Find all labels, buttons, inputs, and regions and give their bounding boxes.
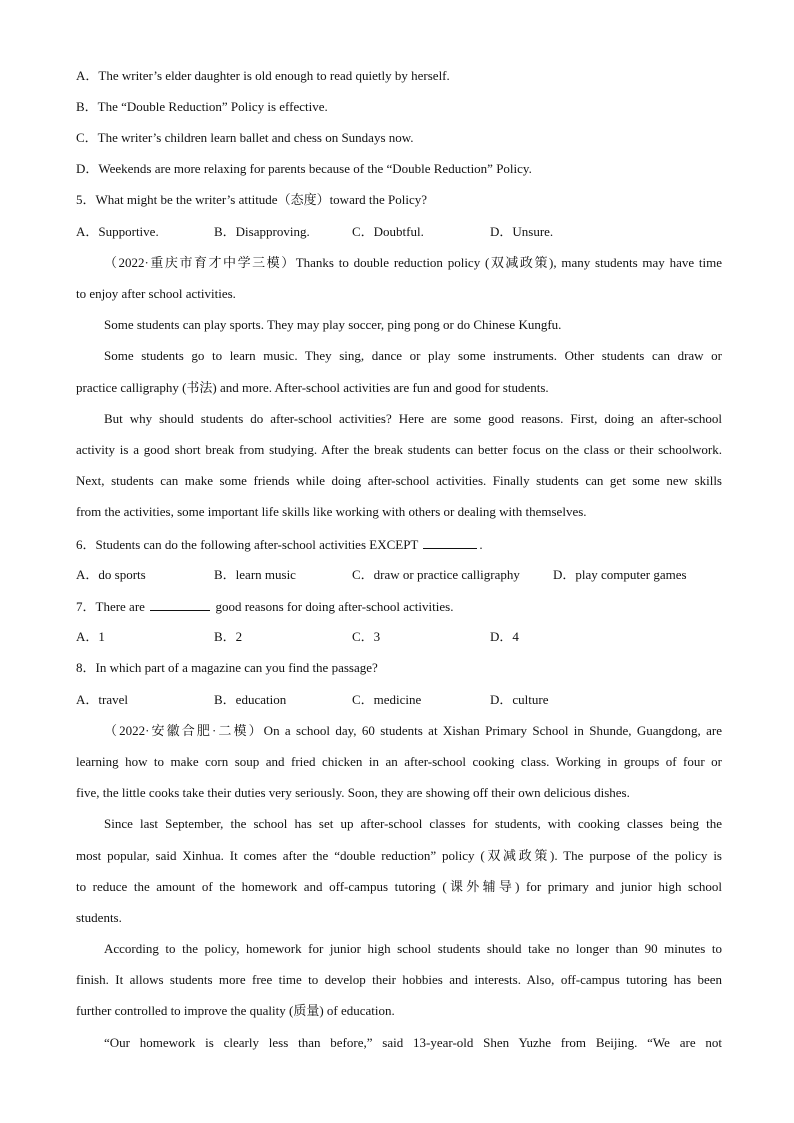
passage2-para1-line1: （2022·安徽合肥·二模）On a school day, 60 students at Xishan Primary School in Shunde, Guangdong, are xyxy=(104,723,722,738)
passage2-para2-line1: Since last September, the school has set up after-school classes for students, with cooking classes being the xyxy=(104,816,722,831)
answer-blank xyxy=(150,597,210,611)
passage2-para3-line1: According to the policy, homework for junior high school students should take no longer than 90 minutes to xyxy=(104,941,722,956)
q6-stem-text: 6．Students can do the following after-school activities EXCEPT xyxy=(76,537,419,552)
q6-option-b: B．learn music xyxy=(214,567,296,582)
q6-option-c: C．draw or practice calligraphy xyxy=(352,567,520,582)
q8-option-d: D．culture xyxy=(490,692,549,707)
q8-option-b: B．education xyxy=(214,692,287,707)
passage2-para2-line2: most popular, said Xinhua. It comes after the “double reduction” policy (双减政策). The purpose of the policy is xyxy=(76,848,722,863)
passage1-para2-line2: practice calligraphy (书法) and more. After-school activities are fun and good for students. xyxy=(76,380,549,395)
q7-option-a: A．1 xyxy=(76,629,105,644)
q7-stem-text: 7．There are xyxy=(76,599,145,614)
passage1-intro-line2: to enjoy after school activities. xyxy=(76,286,236,301)
option-d: D．Weekends are more relaxing for parents because of the “Double Reduction” Policy. xyxy=(76,161,532,176)
passage1-para2-line1: Some students go to learn music. They sing, dance or play some instruments. Other students can draw or xyxy=(104,348,722,363)
question-5-stem: 5．What might be the writer’s attitude（态度）toward the Policy? xyxy=(76,192,428,207)
q7-option-c: C．3 xyxy=(352,629,381,644)
question-6-stem xyxy=(76,535,722,554)
q5-option-a: A．Supportive. xyxy=(76,224,159,239)
q5-option-c: C．Doubtful. xyxy=(352,224,424,239)
passage2-para1-line3: five, the little cooks take their duties very seriously. Soon, they are showing off their own delicious dishes. xyxy=(76,785,630,800)
q6-option-a: A．do sports xyxy=(76,567,146,582)
q8-option-c: C．medicine xyxy=(352,692,422,707)
passage1-intro-line1: （2022·重庆市育才中学三模）Thanks to double reduction policy (双减政策), many students may have time xyxy=(104,255,722,270)
passage1-para3-line4: from the activities, some important life skills like working with others or dealing with themselves. xyxy=(76,504,587,519)
q5-option-b: B．Disapproving. xyxy=(214,224,310,239)
option-a: A．The writer’s elder daughter is old enough to read quietly by herself. xyxy=(76,68,450,83)
passage1-para3-line1: But why should students do after-school activities? Here are some good reasons. First, doing an after-school xyxy=(104,411,722,426)
passage2-para3-line2: finish. It allows students more free time to develop their hobbies and interests. Also, off-campus tutoring has been xyxy=(76,972,722,987)
q6-stem-end: . xyxy=(479,537,483,552)
q5-option-d: D．Unsure. xyxy=(490,224,554,239)
q7-option-b: B．2 xyxy=(214,629,243,644)
passage1-para3-line2: activity is a good short break from studying. After the break students can better focus on the class or their schoolwork. xyxy=(76,442,722,457)
q8-option-a: A．travel xyxy=(76,692,128,707)
passage2-para3-line3: further controlled to improve the quality (质量) of education. xyxy=(76,1003,395,1018)
passage1-para3-line3: Next, students can make some friends while doing after-school activities. Finally students can get some new skills xyxy=(76,473,722,488)
option-b: B．The “Double Reduction” Policy is effective. xyxy=(76,99,328,114)
passage2-para2-line4: students. xyxy=(76,910,122,925)
q6-option-d: D．play computer games xyxy=(553,567,687,582)
option-c: C．The writer’s children learn ballet and chess on Sundays now. xyxy=(76,130,414,145)
q7-stem-end: good reasons for doing after-school activities. xyxy=(215,599,454,614)
passage2-para1-line2: learning how to make corn soup and fried chicken in an after-school cooking class. Working in groups of four or xyxy=(76,754,722,769)
passage2-para2-line3: to reduce the amount of the homework and off-campus tutoring (课外辅导) for primary and junior high school xyxy=(76,879,722,894)
answer-blank xyxy=(423,535,477,549)
q7-option-d: D．4 xyxy=(490,629,519,644)
passage1-para1: Some students can play sports. They may play soccer, ping pong or do Chinese Kungfu. xyxy=(104,317,562,332)
question-8-stem: 8．In which part of a magazine can you find the passage? xyxy=(76,660,378,675)
question-7-stem xyxy=(76,597,722,616)
passage2-para4-line1: “Our homework is clearly less than before,” said 13-year-old Shen Yuzhe from Beijing. “We are not xyxy=(104,1035,722,1050)
